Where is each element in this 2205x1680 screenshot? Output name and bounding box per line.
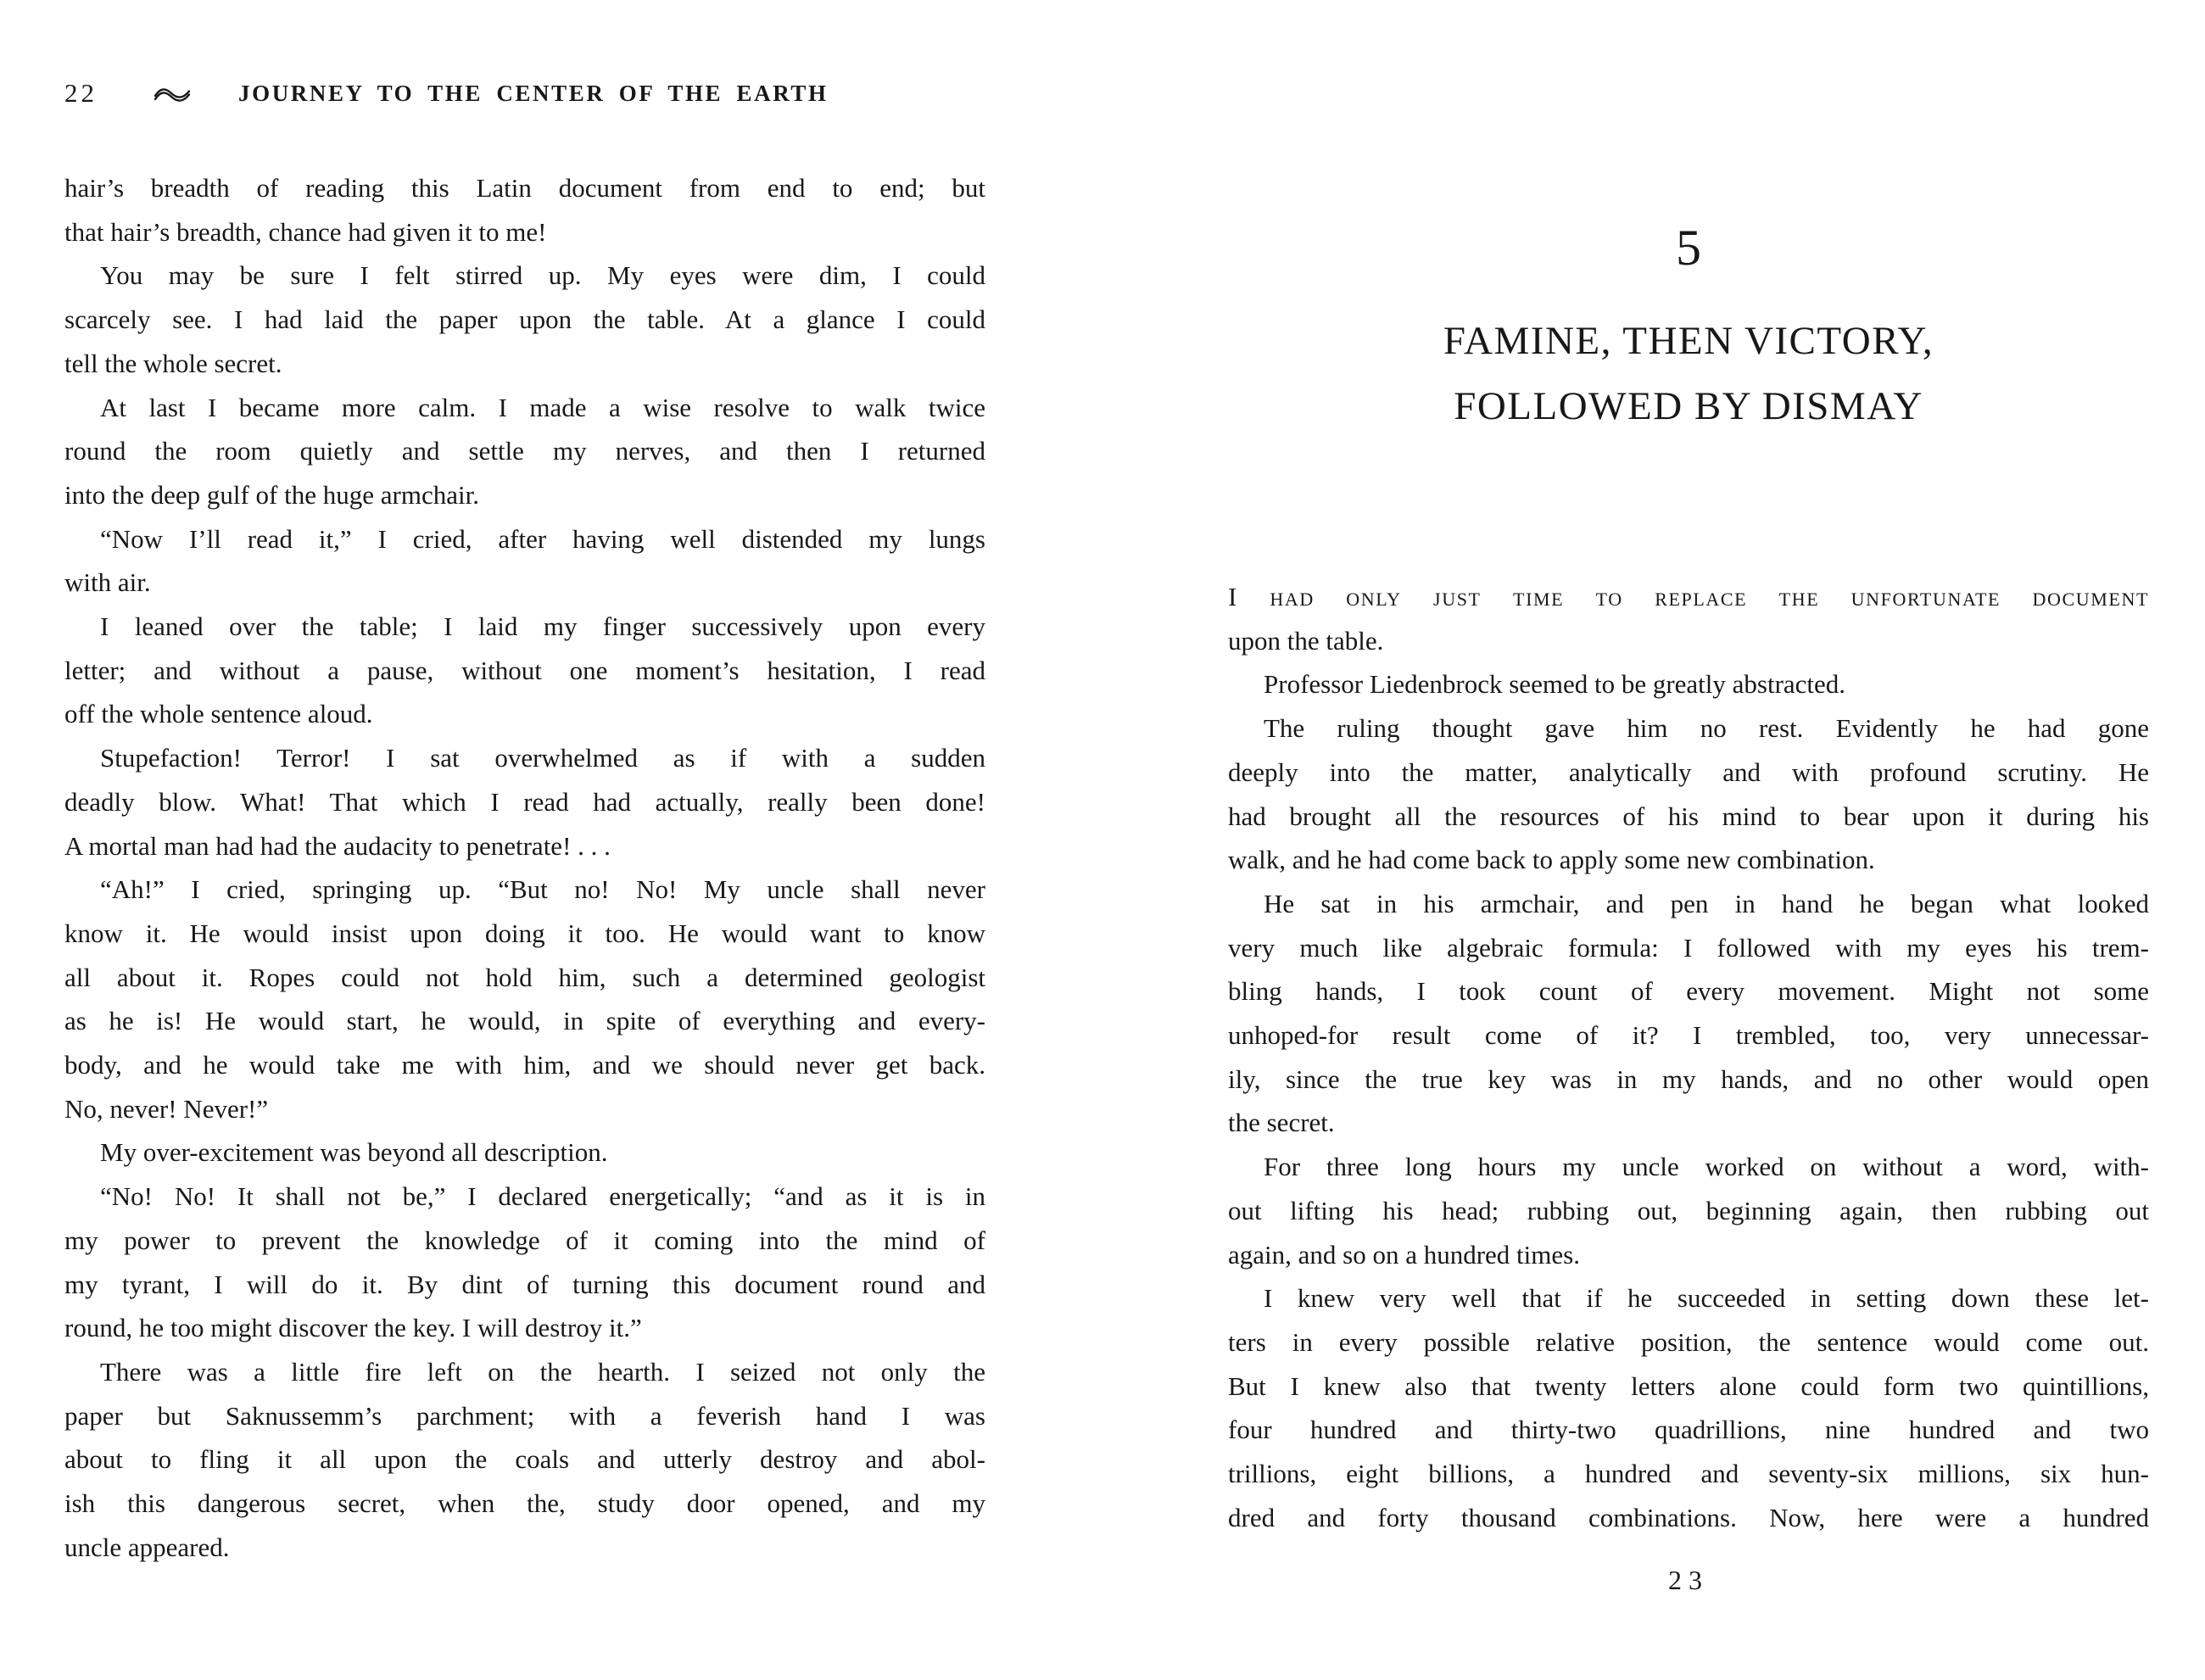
text-line: I knew very well that if he succeeded in setting down these let-: [1264, 1283, 2149, 1314]
chapter-title-line1: FAMINE, THEN VICTORY,: [1443, 319, 1934, 363]
text-line: At last I became more calm. I made a wise resolve to walk twice: [100, 392, 985, 422]
text-line: tell the whole secret.: [64, 348, 282, 378]
text-line: deeply into the matter, analytically and with profound scrutiny. He: [1228, 756, 2149, 787]
text-line: my tyrant, I will do it. By dint of turning this document round and: [64, 1269, 985, 1299]
text-line: I had only just time to replace the unfortunate document: [1228, 582, 2149, 611]
text-line: again, and so on a hundred times.: [1228, 1239, 1580, 1270]
text-line: upon the table.: [1228, 625, 1384, 656]
text-line: No, never! Never!”: [64, 1093, 269, 1124]
text-line: “No! No! It shall not be,” I declared energetically; “and as it is in: [100, 1181, 985, 1212]
text-line: “Now I’ll read it,” I cried, after having well distended my lungs: [100, 523, 985, 554]
text-line: But I knew also that twenty letters alone could form two quintillions,: [1228, 1370, 2149, 1401]
text-line: know it. He would insist upon doing it too. He would want to know: [64, 918, 985, 948]
text-line: A mortal man had had the audacity to penetrate! . . .: [64, 830, 611, 861]
text-line: Stupefaction! Terror! I sat overwhelmed as if with a sudden: [100, 743, 985, 773]
right-page-text: [1228, 575, 2149, 1539]
text-line: had brought all the resources of his mind to bear upon it during his: [1228, 801, 2149, 831]
text-line: the secret.: [1228, 1108, 1335, 1138]
text-line: I leaned over the table; I laid my finger successively upon every: [100, 611, 985, 642]
text-line: trillions, eight billions, a hundred and seventy-six millions, six hun-: [1228, 1459, 2149, 1489]
text-line: bling hands, I took count of every movement. Might not some: [1228, 976, 2149, 1007]
text-line: You may be sure I felt stirred up. My eyes were dim, I could: [100, 260, 985, 291]
text-line: There was a little fire left on the hearth. I seized not only the: [100, 1356, 985, 1387]
text-line: ily, since the true key was in my hands, and no other would open: [1228, 1063, 2149, 1094]
text-line: hair’s breadth of reading this Latin document from end to end; but: [64, 173, 985, 203]
text-line: scarcely see. I had laid the paper upon the table. At a glance I could: [64, 304, 985, 335]
text-line: paper but Saknussemm’s parchment; with a feverish hand I was: [64, 1400, 985, 1431]
text-line: very much like algebraic formula: I followed with my eyes his trem-: [1228, 932, 2149, 963]
text-line: ish this dangerous secret, when the, study door opened, and my: [64, 1488, 985, 1519]
text-line: all about it. Ropes could not hold him, such a determined geologist: [64, 962, 985, 992]
text-line: my power to prevent the knowledge of it coming into the mind of: [64, 1225, 985, 1255]
text-line: as he is! He would start, he would, in spite of everything and every-: [64, 1006, 985, 1036]
text-line: dred and forty thousand combinations. Now, here were a hundred: [1228, 1502, 2149, 1532]
text-line: letter; and without a pause, without one moment’s hesitation, I read: [64, 655, 985, 685]
running-title: JOURNEY TO THE CENTER OF THE EARTH: [238, 80, 829, 106]
chapter-title-line2: FOLLOWED BY DISMAY: [1454, 384, 1923, 428]
chapter-title: [1228, 309, 2149, 439]
text-line: out lifting his head; rubbing out, beginning again, then rubbing out: [1228, 1195, 2149, 1225]
text-line: He sat in his armchair, and pen in hand he began what looked: [1264, 888, 2149, 918]
chapter-number: 5: [1676, 220, 1701, 276]
text-line: round the room quietly and settle my nerves, and then I returned: [64, 436, 985, 466]
text-line: into the deep gulf of the huge armchair.: [64, 479, 479, 510]
text-line: off the whole sentence aloud.: [64, 699, 373, 729]
text-line: that hair’s breadth, chance had given it to me!: [64, 216, 547, 247]
text-line: ters in every possible relative position, the sentence would come out.: [1228, 1326, 2149, 1357]
text-line: about to fling it all upon the coals and utterly destroy and abol-: [64, 1444, 985, 1475]
text-line: “Ah!” I cried, springing up. “But no! No! My uncle shall never: [100, 874, 985, 905]
text-line: unhoped-for result come of it? I trembled, too, very unnecessar-: [1228, 1020, 2149, 1051]
text-line: with air.: [64, 567, 151, 598]
page-number-right: 23: [1668, 1565, 1709, 1595]
text-line: My over-excitement was beyond all description.: [100, 1137, 608, 1168]
text-line: Professor Liedenbrock seemed to be greatly abstracted.: [1264, 669, 1846, 700]
text-line: round, he too might discover the key. I will destroy it.”: [64, 1313, 642, 1343]
page-number-left: 22: [64, 78, 98, 108]
text-line: deadly blow. What! That which I read had actually, really been done!: [64, 786, 985, 817]
text-line: For three long hours my uncle worked on without a word, with-: [1264, 1152, 2149, 1182]
text-line: The ruling thought gave him no rest. Evidently he had gone: [1264, 713, 2149, 744]
text-line: four hundred and thirty-two quadrillions, nine hundred and two: [1228, 1415, 2149, 1445]
text-line: uncle appeared.: [64, 1532, 230, 1562]
text-line: walk, and he had come back to apply some new combination.: [1228, 845, 1875, 875]
text-line: body, and he would take me with him, and we should never get back.: [64, 1050, 985, 1080]
